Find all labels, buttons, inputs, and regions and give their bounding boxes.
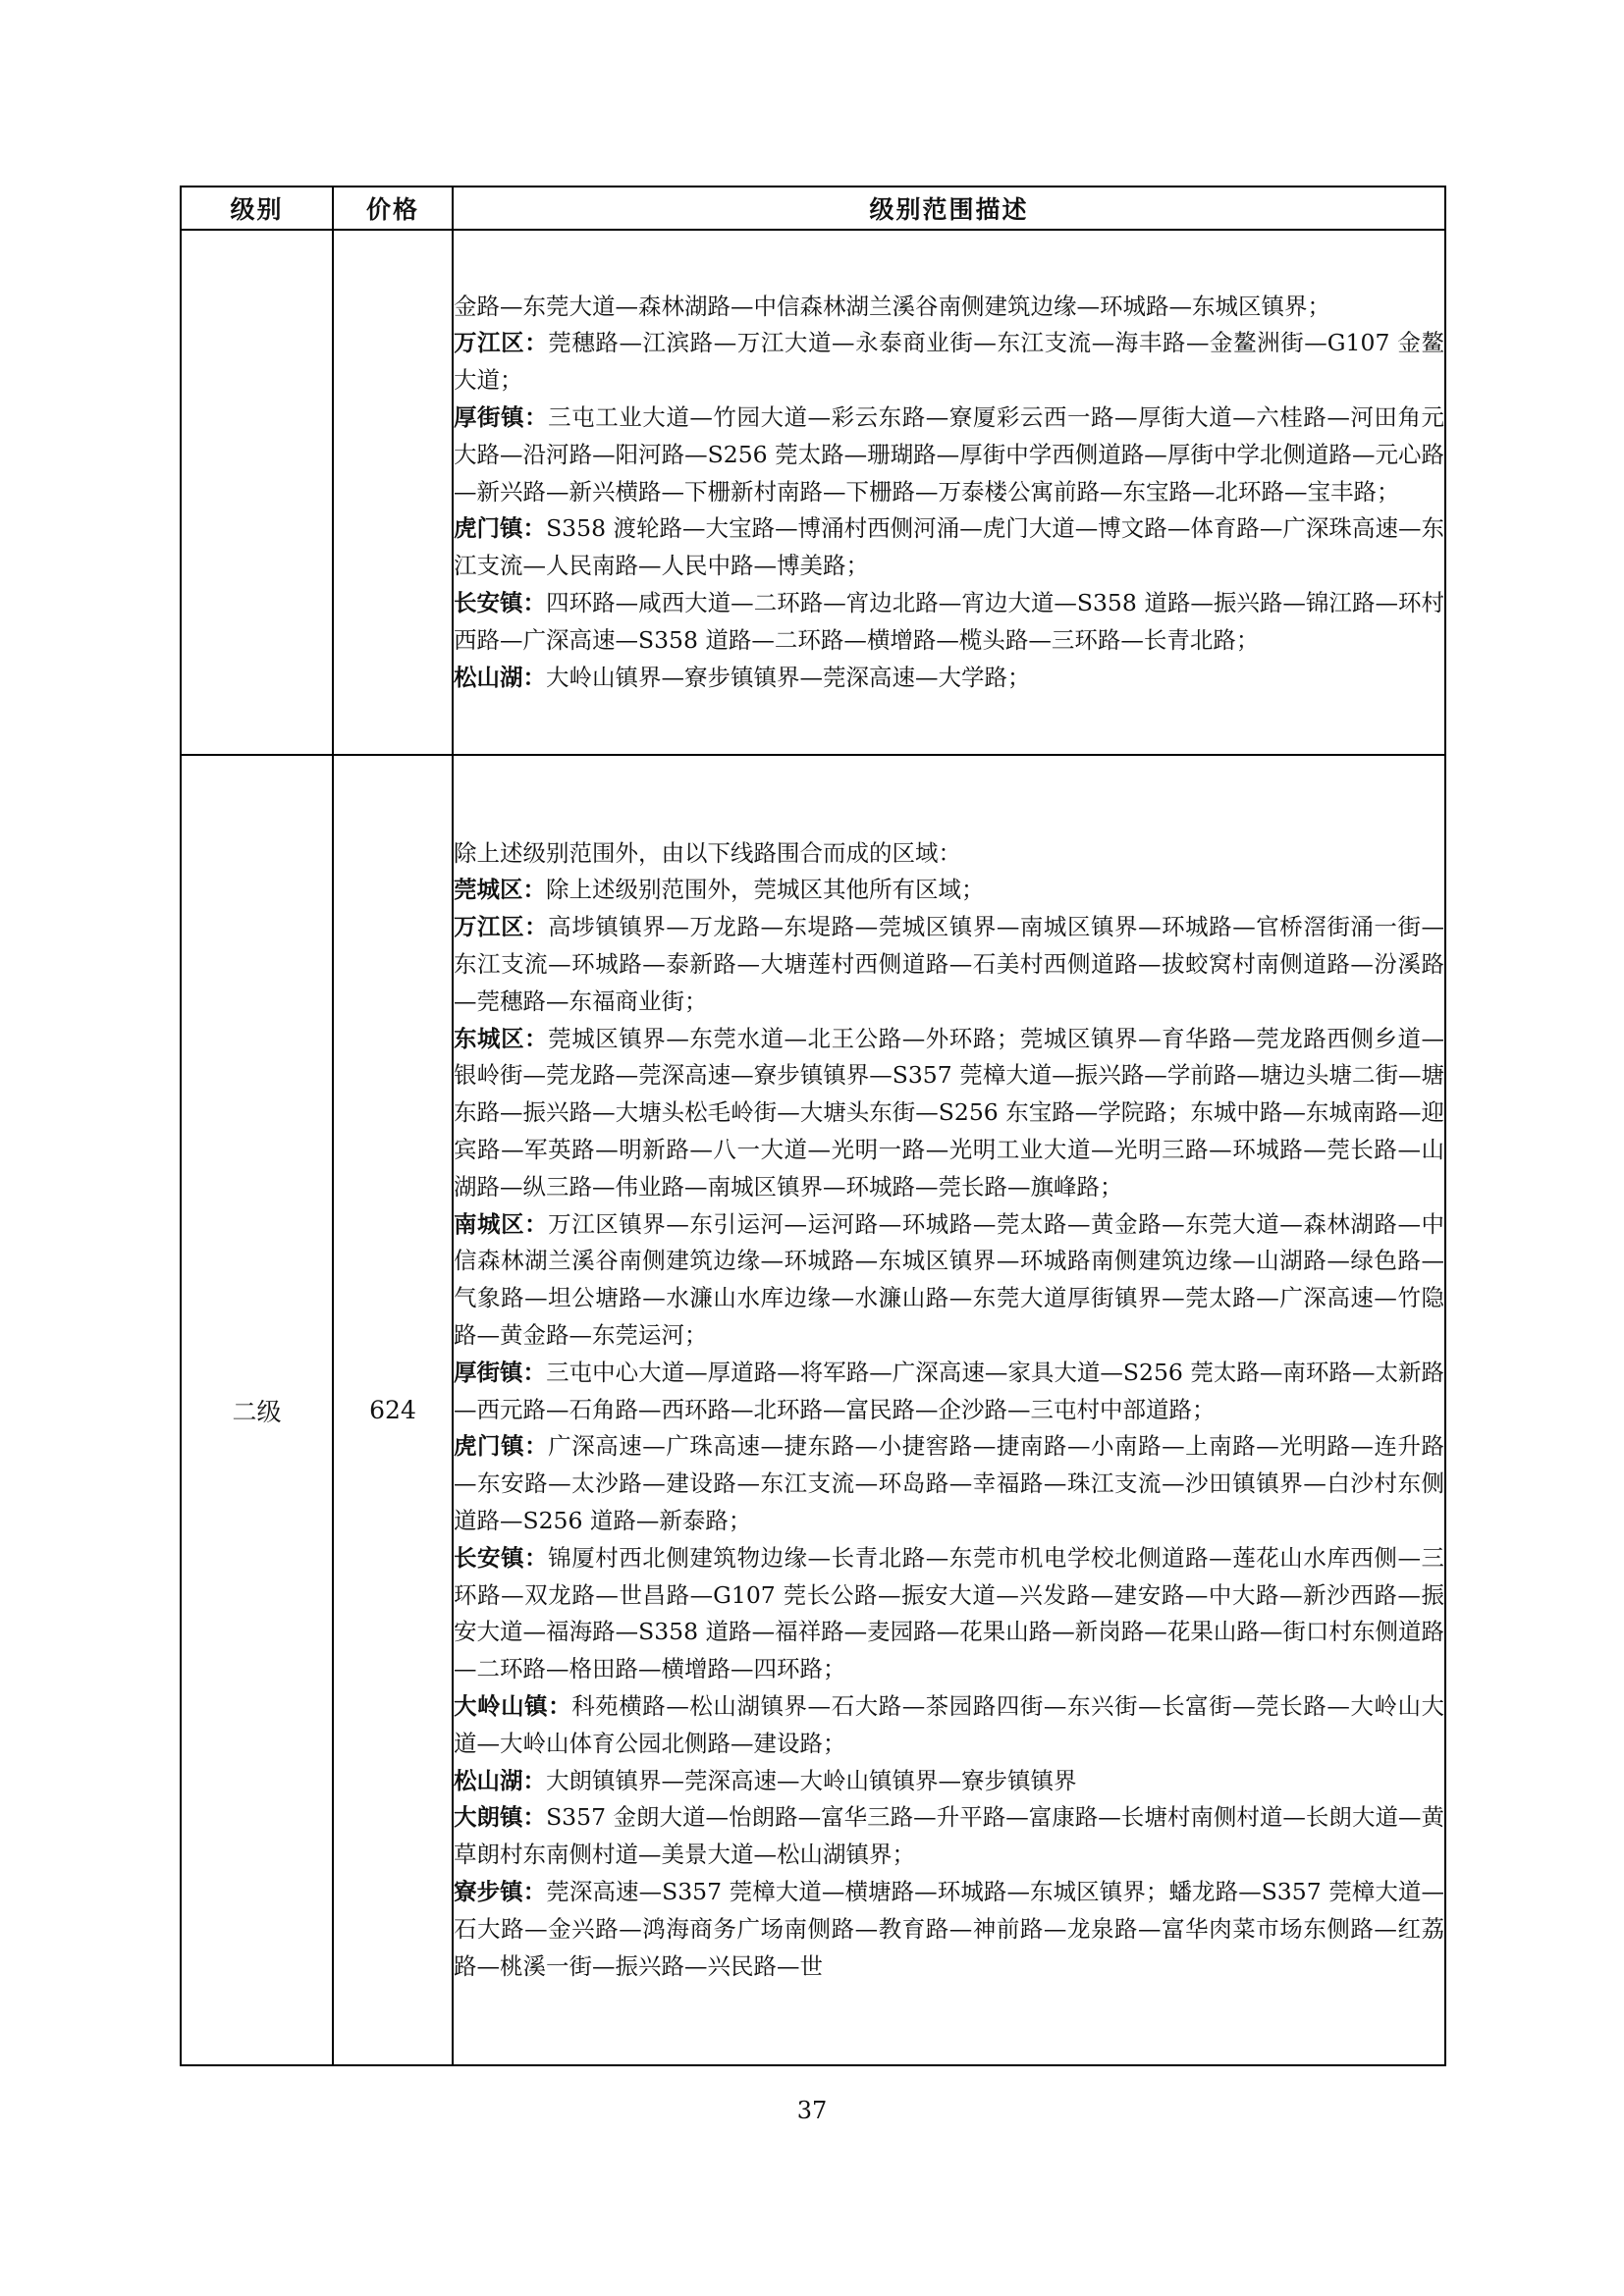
- description-paragraph: [454, 1763, 1444, 1800]
- route-text: 莞城区镇界—东莞水道—北王公路—外环路；莞城区镇界—育华路—莞龙路西侧乡道—银岭街—莞龙路—莞深高速—寮步镇镇界—S357 莞樟大道—振兴路—学前路—塘边头塘二街—塘东路—振兴路—大塘头松毛岭街—大塘头东街—S256 东宝路—学院路；东城中路—东城南路—迎宾路—军英路—明新路—八一大道—光明一路—光明工业大道—光明三路—环城路—莞长路—山湖路—纵三路—伟业路—南城区镇界—环城路—莞长路—旗峰路；: [454, 1024, 1445, 1201]
- area-name: 大朗镇：: [454, 1803, 547, 1832]
- description-paragraph: [454, 585, 1444, 660]
- area-name: 南城区：: [454, 1209, 549, 1238]
- area-name: 寮步镇：: [454, 1877, 547, 1905]
- route-text: 四环路—咸西大道—二环路—宵边北路—宵边大道—S358 道路—振兴路—锦江路—环村西路—广深高速—S358 道路—二环路—横增路—榄头路—三环路—长青北路；: [454, 588, 1444, 654]
- header-description: 级别范围描述: [453, 187, 1445, 230]
- description-paragraph: [454, 1355, 1444, 1429]
- area-name: 长安镇：: [454, 588, 547, 616]
- route-text: 大岭山镇界—寮步镇镇界—莞深高速—大学路；: [546, 663, 1031, 691]
- route-text: 金路—东莞大道—森林湖路—中信森林湖兰溪谷南侧建筑边缘—环城路—东城区镇界；: [454, 292, 1330, 320]
- description-paragraph: [454, 1428, 1444, 1539]
- table-row: [181, 230, 1445, 755]
- area-name: 万江区：: [454, 913, 549, 941]
- grade-range-table: [180, 186, 1446, 2066]
- route-text: 万江区镇界—东引运河—运河路—环城路—莞太路—黄金路—东莞大道—森林湖路—中信森林湖兰溪谷南侧建筑边缘—环城路—东城区镇界—环城路南侧建筑边缘—山湖路—绿色路—气象路—坦公塘路—水濂山水库边缘—水濂山路—东莞大道厚街镇界—莞太路—广深高速—竹隐路—黄金路—东莞运河；: [454, 1209, 1445, 1349]
- area-name: 虎门镇：: [454, 1432, 549, 1461]
- route-text: S358 渡轮路—大宝路—博涌村西侧河涌—虎门大道—博文路—体育路—广深珠高速—东江支流—人民南路—人民中路—博美路；: [454, 514, 1444, 580]
- price-cell: 624: [333, 755, 453, 2065]
- description-paragraph: [454, 1799, 1444, 1874]
- area-name: 松山湖：: [454, 1766, 546, 1794]
- description-paragraph: [454, 1206, 1444, 1355]
- route-text: 锦厦村西北侧建筑物边缘—长青北路—东莞市机电学校北侧道路—莲花山水库西侧—三环路—双龙路—世昌路—G107 莞长公路—振安大道—兴发路—建安路—中大路—新沙西路—振安大道—福海路—S358 道路—福祥路—麦园路—花果山路—新岗路—花果山路—街口村东侧道路—二环路—格田路—横增路—四环路；: [454, 1543, 1445, 1683]
- area-name: 虎门镇：: [454, 514, 547, 543]
- grade-cell: [181, 230, 333, 755]
- route-text: 三屯工业大道—竹园大道—彩云东路—寮厦彩云西一路—厚街大道—六桂路—河田角元大路—沿河路—阳河路—S256 莞太路—珊瑚路—厚街中学西侧道路—厚街中学北侧道路—元心路—新兴路—新兴横路—下栅新村南路—下栅路—万泰楼公寓前路—东宝路—北环路—宝丰路；: [454, 403, 1445, 506]
- description-paragraph: [454, 909, 1444, 1020]
- description-paragraph: [454, 400, 1444, 510]
- page-number: 37: [796, 2097, 828, 2124]
- description-paragraph: [454, 872, 1444, 909]
- route-text: 除上述级别范围外，由以下线路围合而成的区域：: [454, 838, 961, 867]
- description-paragraph: [454, 325, 1444, 400]
- area-name: 厚街镇：: [454, 1358, 547, 1386]
- area-name: 大岭山镇：: [454, 1691, 572, 1720]
- description-paragraph: [454, 1540, 1444, 1688]
- header-price: 价格: [333, 187, 453, 230]
- route-text: 广深高速—广珠高速—捷东路—小捷窖路—捷南路—小南路—上南路—光明路—连升路—东安路—太沙路—建设路—东江支流—环岛路—幸福路—珠江支流—沙田镇镇界—白沙村东侧道路—S256 道路—新泰路；: [454, 1432, 1445, 1534]
- route-text: 高埗镇镇界—万龙路—东堤路—莞城区镇界—南城区镇界—环城路—官桥滘街涌一街—东江支流—环城路—泰新路—大塘莲村西侧道路—石美村西侧道路—拔蛟窝村南侧道路—汾溪路—莞穗路—东福商业街；: [454, 913, 1445, 1015]
- route-text: S357 金朗大道—怡朗路—富华三路—升平路—富康路—长塘村南侧村道—长朗大道—黄草朗村东南侧村道—美景大道—松山湖镇界；: [454, 1803, 1444, 1869]
- route-text: 除上述级别范围外，莞城区其他所有区域；: [546, 876, 985, 904]
- area-name: 万江区：: [454, 329, 549, 357]
- area-name: 松山湖：: [454, 663, 546, 691]
- area-name: 东城区：: [454, 1024, 549, 1052]
- table-header-row: [181, 187, 1445, 230]
- description-paragraph: [454, 835, 1444, 873]
- description-paragraph: [454, 660, 1444, 697]
- grade-cell: 二级: [181, 755, 333, 2065]
- route-text: 大朗镇镇界—莞深高速—大岭山镇镇界—寮步镇镇界: [546, 1766, 1077, 1794]
- description-paragraph: [454, 510, 1444, 585]
- route-text: 科苑横路—松山湖镇界—石大路—茶园路四街—东兴街—长富街—莞长路—大岭山大道—大岭山体育公园北侧路—建设路；: [454, 1691, 1445, 1757]
- table-row: [181, 755, 1445, 2065]
- description-paragraph: [454, 1688, 1444, 1763]
- route-text: 莞深高速—S357 莞樟大道—横塘路—环城路—东城区镇界；蟠龙路—S357 莞樟大道—石大路—金兴路—鸿海商务广场南侧路—教育路—神前路—龙泉路—富华肉菜市场东侧路—红荔路—桃溪一街—振兴路—兴民路—世: [454, 1877, 1444, 1980]
- description-cell: [453, 755, 1445, 2065]
- area-name: 莞城区：: [454, 876, 546, 904]
- description-paragraph: [454, 1874, 1444, 1985]
- header-grade: 级别: [181, 187, 333, 230]
- area-name: 长安镇：: [454, 1543, 549, 1572]
- description-paragraph: [454, 289, 1444, 326]
- route-text: 莞穗路—江滨路—万江大道—永泰商业街—东江支流—海丰路—金鳌洲街—G107 金鳌大道；: [454, 329, 1445, 395]
- description-cell: [453, 230, 1445, 755]
- route-text: 三屯中心大道—厚道路—将军路—广深高速—家具大道—S256 莞太路—南环路—太新路—西元路—石角路—西环路—北环路—富民路—企沙路—三屯村中部道路；: [454, 1358, 1444, 1423]
- area-name: 厚街镇：: [454, 403, 549, 431]
- price-cell: [333, 230, 453, 755]
- description-paragraph: [454, 1021, 1444, 1206]
